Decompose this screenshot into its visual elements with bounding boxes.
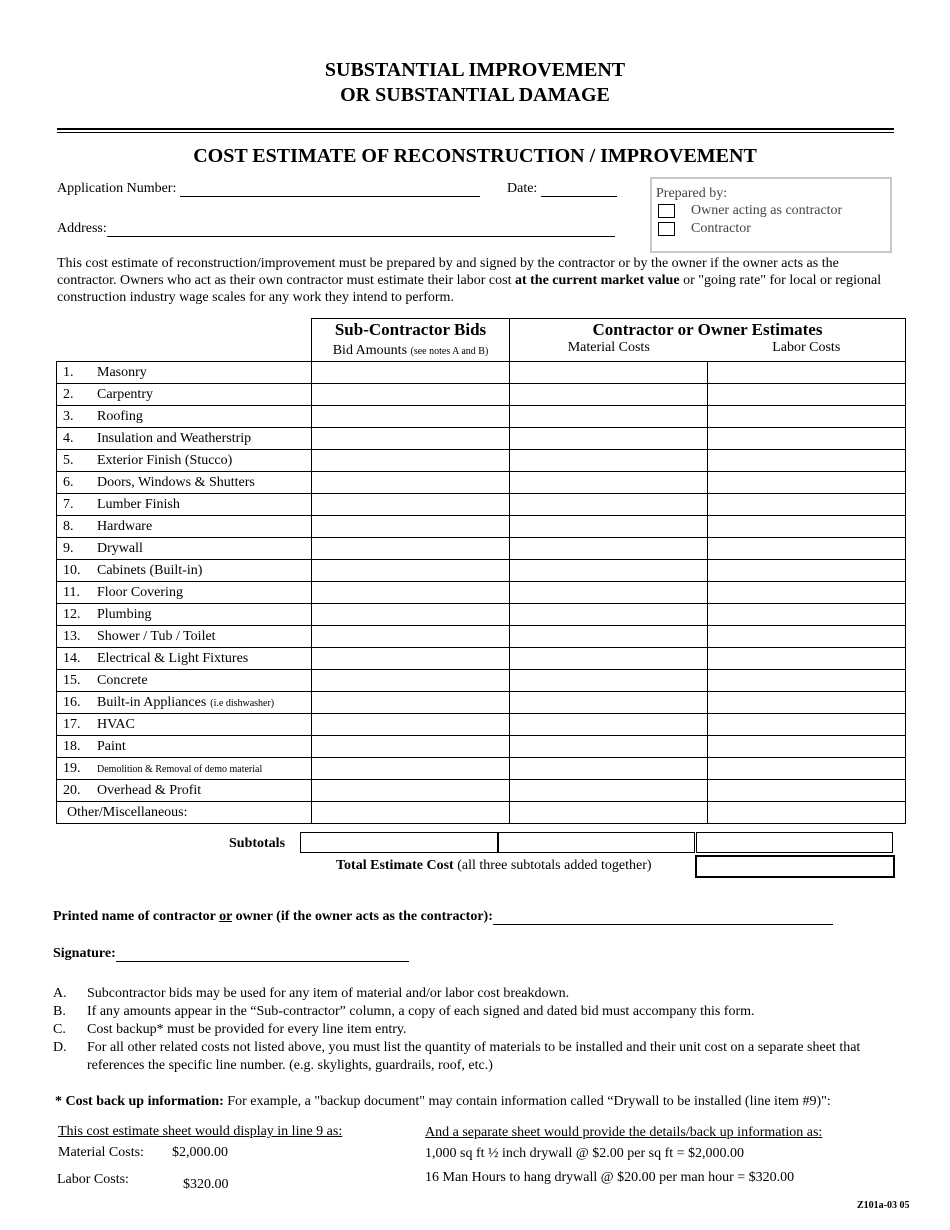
notes-list [53,985,893,1075]
bid-amounts-note: (see notes A and B) [410,345,489,357]
signature-label: Signature: [53,946,116,961]
application-number-row [57,181,480,197]
backup-right-heading: And a separate sheet would provide the details/back up information as: [425,1125,823,1140]
table-row [57,604,906,626]
labor-cost-cell[interactable] [708,384,906,406]
note-letter: B. [53,1004,66,1019]
line-item-number: 14. [63,650,81,666]
line-item-number: 6. [63,474,74,490]
subtotal-labor-box[interactable] [696,832,893,853]
backup-detail-line-2: 16 Man Hours to hang drywall @ $20.00 per man hour = $320.00 [425,1170,795,1185]
table-row [57,670,906,692]
labor-costs-label: Labor Costs: [57,1172,129,1187]
line-item-number: 7. [63,496,74,512]
form-subtitle: COST ESTIMATE OF RECONSTRUCTION / IMPROVEMENT [193,145,757,167]
owner-checkbox[interactable] [658,204,675,218]
material-cost-cell[interactable] [510,538,708,560]
signature-field[interactable] [116,947,409,962]
line-item-note: (i.e dishwasher) [210,697,275,709]
backup-label: * Cost back up information: [55,1094,224,1109]
subtotal-bid-box[interactable] [300,832,498,853]
table-row [57,758,906,780]
material-costs-label: Material Costs: [58,1145,144,1160]
line-item-name: Overhead & Profit [97,782,202,798]
line-item-number: 11. [63,584,80,600]
labor-cost-cell[interactable] [708,494,906,516]
sub-contractor-header: Sub-Contractor Bids [312,319,510,341]
intro-text: This cost estimate of reconstruction/improvement must be prepared by and signed by the contractor or by the owner if the owner acts as the contractor. Owners who act as their own contractor must estimate their labor cost [57,256,839,288]
table-row [57,428,906,450]
material-cost-cell[interactable] [510,406,708,428]
line-item-label [57,648,312,670]
line-item-number: 10. [63,562,81,578]
subtotals-label: Subtotals [229,836,286,851]
line-item-label [57,736,312,758]
list-item [53,985,893,1003]
line-item-label [57,626,312,648]
line-item-name: Doors, Windows & Shutters [97,474,255,490]
line-item-label [57,428,312,450]
material-cost-cell[interactable] [510,582,708,604]
line-item-number: 16. [63,694,81,710]
contractor-option-label: Contractor [691,221,751,236]
line-item-number: 1. [63,364,74,380]
line-item-name: Carpentry [97,386,153,402]
line-item-name: Hardware [97,518,153,534]
table-row [57,450,906,472]
bid-amount-cell[interactable] [312,802,510,824]
material-cost-cell[interactable] [510,516,708,538]
line-item-number: 18. [63,738,81,754]
table-row [57,560,906,582]
labor-cost-cell[interactable] [708,406,906,428]
application-number-field[interactable] [180,182,480,197]
line-item-label [57,472,312,494]
material-cost-cell[interactable] [510,494,708,516]
signature-row [53,946,409,962]
table-row [57,406,906,428]
line-item-label [57,406,312,428]
total-label: Total Estimate Cost [336,858,454,873]
divider [57,128,894,130]
labor-costs-value: $320.00 [183,1177,229,1192]
line-item-number: 15. [63,672,81,688]
labor-cost-cell[interactable] [708,450,906,472]
line-item-name: Electrical & Light Fixtures [97,650,249,666]
list-item [53,1039,893,1075]
cost-table [56,318,906,824]
total-estimate-label [336,858,652,874]
bid-amount-cell[interactable] [312,670,510,692]
divider [57,132,894,133]
line-item-number: 2. [63,386,74,402]
labor-cost-cell[interactable] [708,758,906,780]
line-item-name: HVAC [97,716,135,732]
title-line-2: OR SUBSTANTIAL DAMAGE [340,84,610,106]
line-item-label [57,362,312,384]
table-row [57,516,906,538]
note-text: Cost backup* must be provided for every line item entry. [87,1022,407,1037]
material-cost-cell[interactable] [510,362,708,384]
address-field[interactable] [107,222,615,237]
material-cost-cell[interactable] [510,626,708,648]
date-field[interactable] [541,182,617,197]
form-title [0,58,950,108]
bid-amount-cell[interactable] [312,692,510,714]
table-row [57,538,906,560]
line-item-number: 19. [63,760,81,776]
labor-cost-cell[interactable] [708,582,906,604]
bid-amount-cell[interactable] [312,582,510,604]
line-item-label [57,450,312,472]
bid-amount-cell[interactable] [312,780,510,802]
bid-amount-cell[interactable] [312,494,510,516]
material-cost-cell[interactable] [510,450,708,472]
intro-paragraph [57,255,893,306]
material-cost-cell[interactable] [510,780,708,802]
line-item-label [57,582,312,604]
bid-amount-cell[interactable] [312,450,510,472]
material-costs-header: Material Costs [510,340,708,362]
line-item-label [57,670,312,692]
line-item-label [57,516,312,538]
bid-amount-cell[interactable] [312,626,510,648]
labor-cost-cell[interactable] [708,472,906,494]
line-item-label [57,802,312,824]
note-text: If any amounts appear in the “Sub-contractor” column, a copy of each signed and dated bid must accompany this form. [87,1004,755,1019]
line-item-label [57,758,312,780]
labor-cost-cell[interactable] [708,362,906,384]
line-item-name: Insulation and Weatherstrip [97,430,252,446]
address-row [57,221,615,237]
line-item-label [57,560,312,582]
line-item-number: 13. [63,628,81,644]
material-cost-cell[interactable] [510,692,708,714]
line-item-name: Shower / Tub / Toilet [97,628,216,644]
line-item-number: 9. [63,540,74,556]
bid-amount-cell[interactable] [312,604,510,626]
material-cost-cell[interactable] [510,428,708,450]
owner-option-label: Owner acting as contractor [691,203,843,218]
labor-cost-cell[interactable] [708,428,906,450]
table-row [57,626,906,648]
bid-amount-cell[interactable] [312,736,510,758]
contractor-checkbox[interactable] [658,222,675,236]
line-item-name: Masonry [97,364,147,380]
note-letter: D. [53,1040,67,1055]
table-row [57,714,906,736]
bid-amount-cell[interactable] [312,714,510,736]
line-item-label [57,494,312,516]
printed-name-row [53,909,833,925]
bid-amount-cell[interactable] [312,362,510,384]
labor-cost-cell[interactable] [708,780,906,802]
line-item-name: Exterior Finish (Stucco) [97,452,233,468]
bid-amount-cell[interactable] [312,472,510,494]
contractor-option[interactable] [652,221,890,237]
line-item-name: Roofing [97,408,143,424]
printed-name-label: Printed name of contractor [53,909,220,924]
material-cost-cell[interactable] [510,736,708,758]
backup-text: For example, a "backup document" may contain information called “Drywall to be installed (line item #9)": [223,1094,831,1109]
line-item-name: Plumbing [97,606,152,622]
table-row [57,692,906,714]
material-cost-cell[interactable] [510,648,708,670]
line-item-name: Built-in Appliances [97,694,207,710]
bid-amount-cell[interactable] [312,428,510,450]
material-cost-cell[interactable] [510,802,708,824]
table-row [57,736,906,758]
total-estimate-box[interactable] [695,855,895,878]
note-letter: C. [53,1022,66,1037]
printed-name-label-end: owner (if the owner acts as the contractor): [232,909,493,924]
bid-amount-cell[interactable] [312,406,510,428]
bid-amount-cell[interactable] [312,560,510,582]
bid-amounts-header [312,340,510,362]
line-item-number: 12. [63,606,81,622]
line-item-number: 8. [63,518,74,534]
intro-bold: at the current market value [514,273,680,288]
table-row [57,648,906,670]
labor-cost-cell[interactable] [708,648,906,670]
line-item-name: Paint [97,738,126,754]
list-item [53,1021,893,1039]
labor-cost-cell[interactable] [708,714,906,736]
line-item-label [57,780,312,802]
bid-amount-cell[interactable] [312,384,510,406]
table-row [57,802,906,824]
line-item-number: 17. [63,716,81,732]
backup-detail-line-1: 1,000 sq ft ½ inch drywall @ $2.00 per sq ft = $2,000.00 [425,1146,745,1161]
line-item-name: Concrete [97,672,148,688]
printed-name-field[interactable] [493,910,833,925]
material-costs-value: $2,000.00 [172,1145,228,1160]
material-cost-cell[interactable] [510,384,708,406]
total-note: (all three subtotals added together) [457,858,652,873]
material-cost-cell[interactable] [510,604,708,626]
contractor-owner-header: Contractor or Owner Estimates [510,319,906,341]
backup-info [55,1093,915,1111]
labor-cost-cell[interactable] [708,692,906,714]
bid-amounts-label: Bid Amounts [332,342,408,358]
subtotal-material-box[interactable] [498,832,695,853]
owner-option[interactable] [652,203,890,219]
line-item-name: Cabinets (Built-in) [97,562,203,578]
line-item-label [57,538,312,560]
line-item-number: 20. [63,782,81,798]
labor-cost-cell[interactable] [708,538,906,560]
labor-cost-cell[interactable] [708,736,906,758]
prepared-by-box [650,177,892,253]
date-row [507,181,617,197]
labor-cost-cell[interactable] [708,626,906,648]
material-cost-cell[interactable] [510,472,708,494]
bid-amount-cell[interactable] [312,758,510,780]
note-text: For all other related costs not listed above, you must list the quantity of materials to be installed and their unit cost on a separate sheet that references the specific line number. (e.g. skylights, guardrails, roof, etc.) [87,1040,861,1073]
material-cost-cell[interactable] [510,560,708,582]
application-number-label: Application Number: [57,181,177,196]
labor-cost-cell[interactable] [708,802,906,824]
labor-cost-cell[interactable] [708,670,906,692]
labor-cost-cell[interactable] [708,560,906,582]
table-row [57,384,906,406]
material-cost-cell[interactable] [510,714,708,736]
note-letter: A. [53,986,67,1001]
material-cost-cell[interactable] [510,670,708,692]
table-row [57,780,906,802]
line-item-label [57,604,312,626]
address-label: Address: [57,221,107,236]
labor-costs-header: Labor Costs [708,340,906,362]
line-item-number: 3. [63,408,74,424]
line-item-name: Floor Covering [97,584,183,600]
line-item-number: 4. [63,430,74,446]
line-item-number: 5. [63,452,74,468]
date-label: Date: [507,181,538,196]
form-code: Z101a-03 05 [857,1200,910,1211]
line-item-note: Demolition & Removal of demo material [97,763,263,775]
printed-name-or: or [219,909,233,924]
table-row [57,362,906,384]
list-item [53,1003,893,1021]
backup-left-heading: This cost estimate sheet would display in line 9 as: [58,1124,343,1139]
bid-amount-cell[interactable] [312,538,510,560]
labor-cost-cell[interactable] [708,604,906,626]
line-item-label [57,692,312,714]
line-item-name: Lumber Finish [97,496,180,512]
prepared-by-label: Prepared by: [656,186,728,201]
material-cost-cell[interactable] [510,758,708,780]
line-item-label [57,384,312,406]
note-text: Subcontractor bids may be used for any item of material and/or labor cost breakdown. [87,986,570,1001]
line-item-name: Other/Miscellaneous: [67,804,188,820]
bid-amount-cell[interactable] [312,648,510,670]
bid-amount-cell[interactable] [312,516,510,538]
table-row [57,582,906,604]
line-item-label [57,714,312,736]
labor-cost-cell[interactable] [708,516,906,538]
title-line-1: SUBSTANTIAL IMPROVEMENT [324,59,626,81]
table-row [57,494,906,516]
table-row [57,472,906,494]
intro-text-end: or "going rate" for local or regional construction industry wage scales for any work they intend to perform. [57,273,882,305]
line-item-name: Drywall [97,540,143,556]
